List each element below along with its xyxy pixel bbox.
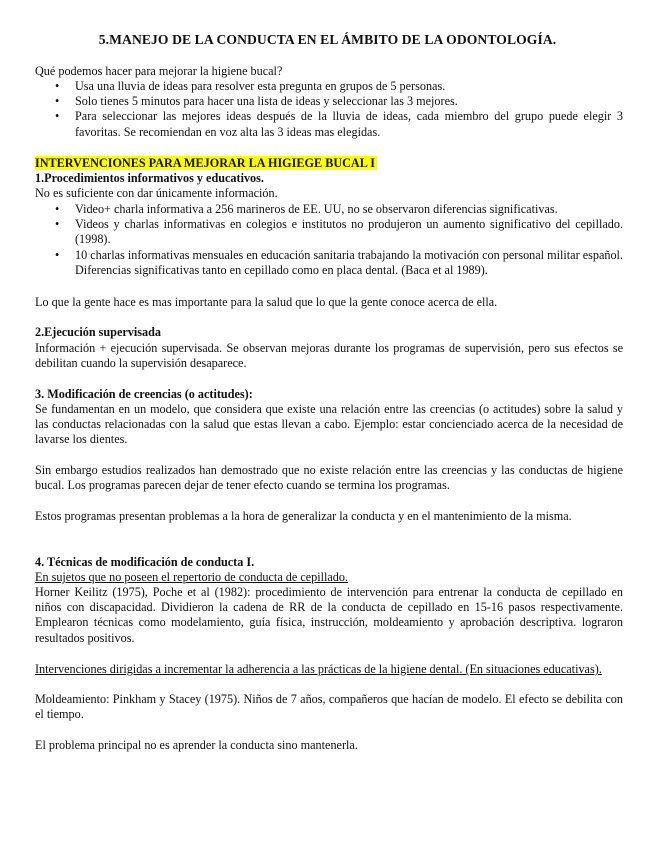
- section2-heading: 2.Ejecución supervisada: [35, 325, 161, 339]
- section1-text: No es suficiente con dar únicamente información.: [35, 186, 278, 200]
- section1-note: Lo que la gente hace es mas importante para la salud que lo que la gente conoce acerca de ella.: [35, 295, 498, 309]
- section2-text: Información + ejecución supervisada. Se observan mejoras durante los programas de supervisión, pero sus efectos se debilitan cuando la supervisión desaparece.: [35, 341, 623, 371]
- list-item: • Solo tienes 5 minutos para hacer una lista de ideas y seleccionar las 3 mejores.: [35, 94, 623, 109]
- intro-question: Qué podemos hacer para mejorar la higiene bucal?: [35, 64, 283, 78]
- interventions-heading: INTERVENCIONES PARA MEJORAR LA HIGIEGE BUCAL I: [35, 156, 375, 170]
- section4-text: Moldeamiento: Pinkham y Stacey (1975). Niños de 7 años, compañeros que hacían de modelo. El efecto se debilita con el tiempo.: [35, 692, 623, 722]
- section1-heading: 1.Procedimientos informativos y educativos.: [35, 171, 264, 185]
- section3-paragraph: Se fundamentan en un modelo, que considera que existe una relación entre las creencias (o actitudes) sobre la salud y las conductas relacionadas con la salud que estas llevan a cabo. Ejemplo: estar concienciado acerca de la necesidad de lavarse los dientes.: [35, 402, 623, 447]
- interventions-heading-line: [35, 156, 623, 171]
- page-title: 5.MANEJO DE LA CONDUCTA EN EL ÁMBITO DE LA ODONTOLOGÍA.: [98, 32, 557, 47]
- intro-bullet-list: [35, 79, 623, 140]
- section4-subheading: Intervenciones dirigidas a incrementar la adherencia a las prácticas de la higiene dental. (En situaciones educativas).: [35, 662, 602, 676]
- section4-conclusion: El problema principal no es aprender la conducta sino mantenerla.: [35, 738, 358, 752]
- section3-heading: 3. Modificación de creencias (o actitudes):: [35, 387, 253, 401]
- list-item: • 10 charlas informativas mensuales en educación sanitaria trabajando la motivación con personal militar español. Diferencias significativas tanto en cepillado como en placa dental. (Baca et al 1989).: [35, 248, 623, 278]
- list-item: • Usa una lluvia de ideas para resolver esta pregunta en grupos de 5 personas.: [35, 79, 623, 94]
- section4-subheading: En sujetos que no poseen el repertorio de conducta de cepillado.: [35, 570, 349, 584]
- section3-paragraph: Sin embargo estudios realizados han demostrado que no existe relación entre las creencias y las conductas de higiene bucal. Los programas parecen dejar de tener efecto cuando se termina los programas.: [35, 463, 623, 493]
- section4-text: Horner Keilitz (1975), Poche et al (1982): procedimiento de intervención para entrenar la conducta de cepillado en niños con discapacidad. Dividieron la cadena de RR de la conducta de cepillado en 15-16 pasos respectivamente. Emplearon técnicas como modelamiento, guía física, instrucción, moldeamiento y aprobación descriptiva. lograron resultados positivos.: [35, 585, 623, 645]
- section3-paragraph: Estos programas presentan problemas a la hora de generalizar la conducta y en el mantenimiento de la misma.: [35, 509, 572, 523]
- section4-heading: 4. Técnicas de modificación de conducta I.: [35, 555, 255, 569]
- section1-bullet-list: [35, 202, 623, 278]
- list-item: • Videos y charlas informativas en colegios e institutos no produjeron un aumento significativo del cepillado. (1998).: [35, 217, 623, 247]
- list-item: • Para seleccionar las mejores ideas después de la lluvia de ideas, cada miembro del grupo puede elegir 3 favoritas. Se recomiendan en voz alta las 3 ideas mas elegidas.: [35, 109, 623, 139]
- list-item: • Video+ charla informativa a 256 marineros de EE. UU, no se observaron diferencias significativas.: [35, 202, 623, 217]
